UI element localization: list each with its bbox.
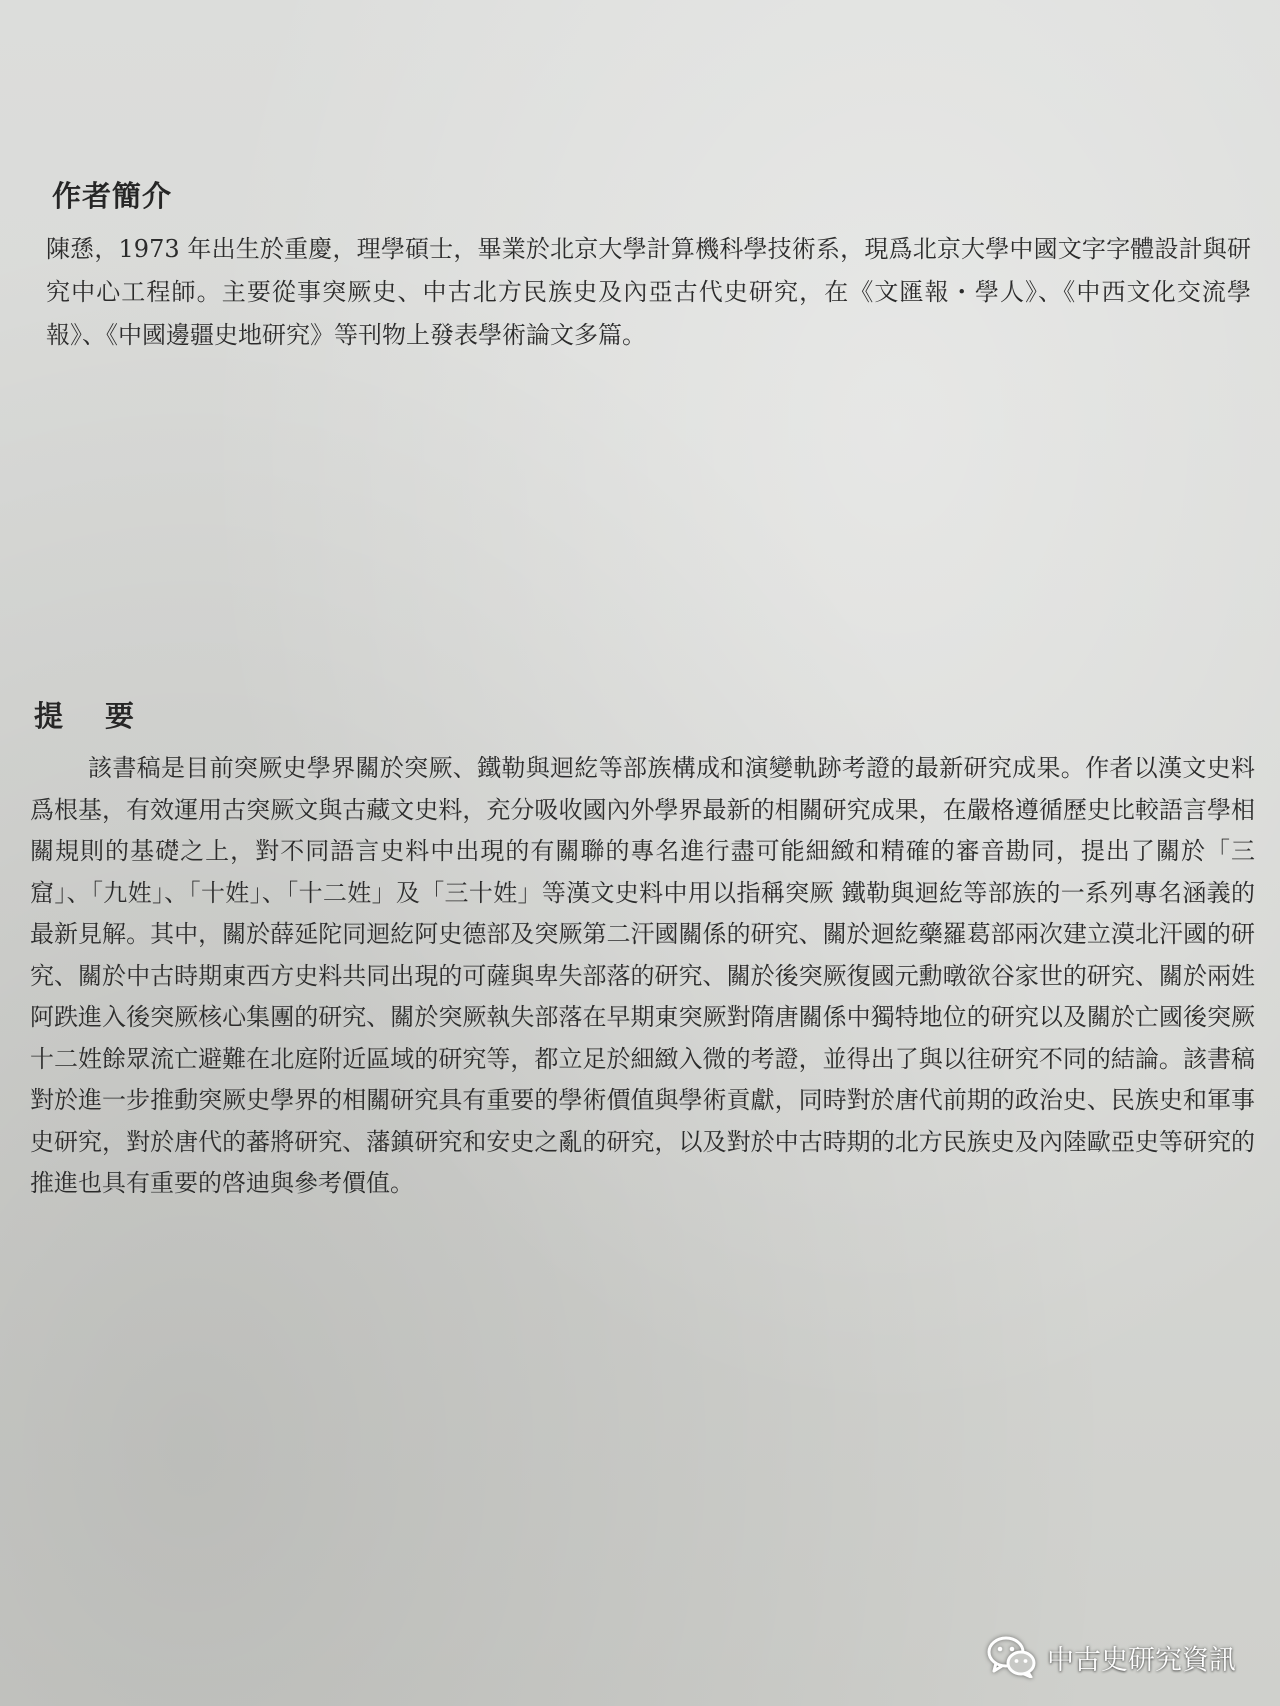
wechat-icon bbox=[987, 1636, 1037, 1678]
abstract-paragraph: 該書稿是目前突厥史學界關於突厥、鐵勒與迴紇等部族構成和演變軌跡考證的最新研究成果。作者以漢文史料爲根基，有效運用古突厥文與古藏文史料，充分吸收國內外學界最新的相關研究成果，在嚴格遵循歷史比較語言學相關規則的基礎之上，對不同語言史料中出現的有關聯的專名進行盡可能細緻和精確的審音勘同，提出了關於「三窟」、「九姓」、「十姓」、「十二姓」及「三十姓」等漢文史料中用以指稱突厥 鐵勒與迴紇等部族的一系列專名涵義的最新見解。其中，關於薛延陀同迴紇阿史德部及突厥第二汗國關係的研究、關於迴紇藥羅葛部兩次建立漠北汗國的研究、關於中古時期東西方史料共同出現的可薩與卑失部落的研究、關於後突厥復國元勳暾欲谷家世的研究、關於兩姓阿跌進入後突厥核心集團的研究、關於突厥執失部落在早期東突厥對隋唐關係中獨特地位的研究以及關於亡國後突厥十二姓餘眾流亡避難在北庭附近區域的研究等，都立足於細緻入微的考證，並得出了與以往研究不同的結論。該書稿對於進一步推動突厥史學界的相關研究具有重要的學術價值與學術貢獻，同時對於唐代前期的政治史、民族史和軍事史研究，對於唐代的蕃將研究、藩鎮研究和安史之亂的研究，以及對於中古時期的北方民族史及內陸歐亞史等研究的推進也具有重要的啓迪與參考價值。 bbox=[30, 754, 1255, 1197]
author-intro-paragraph: 陳愻，1973 年出生於重慶，理學碩士，畢業於北京大學計算機科學技術系，現爲北京大學中國文字字體設計與研究中心工程師。主要從事突厥史、中古北方民族史及內亞古代史研究，在《文匯報・學人》、《中西文化交流學報》、《中國邊疆史地研究》等刊物上發表學術論文多篇。 bbox=[46, 235, 1251, 349]
abstract-heading: 提要 bbox=[34, 699, 177, 733]
account-watermark bbox=[987, 1636, 1236, 1678]
watermark-text: 中古史研究資訊 bbox=[1047, 1644, 1236, 1676]
author-intro-heading: 作者簡介 bbox=[52, 179, 173, 213]
